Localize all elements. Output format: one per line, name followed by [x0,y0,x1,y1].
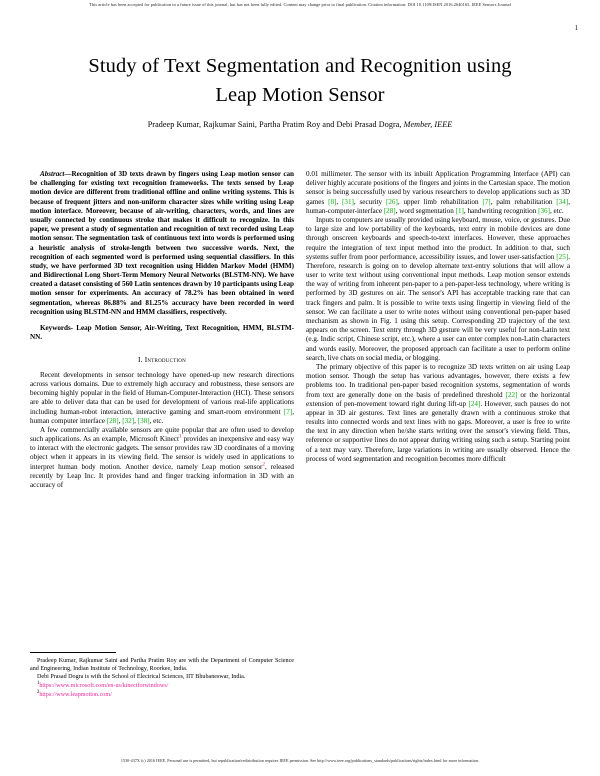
column-left [30,170,294,490]
kinect-url-link[interactable]: https://www.microsoft.com/en-us/kinectforwindows/ [39,682,169,689]
footnote-url-1-line [30,680,294,691]
citation-reference[interactable]: [7] [283,407,293,416]
abstract-paragraph [30,170,294,317]
footnote-marker-2: 2 [37,689,40,695]
citation-reference[interactable]: [28] [383,206,396,215]
citation-reference[interactable]: [8] [328,197,337,206]
citation-reference[interactable]: [25] [556,252,569,261]
citation-reference[interactable]: [31] [342,197,354,206]
intro-p2: A few commercially available sensors are quite popular that are often used to develop such applications. As an example, Microsoft Kinect$^1$ provides an inexpensive and easy way to interact with the electronic gadgets. The sensor provides raw 3D coordinates of a moving object when it appears in its viewing field. The sensor is widely used in applications to interpret human body motion. Another device, namely Leap motion sensor$^2$, released recently by Leap Inc. It provides hand and finger tracking information in 3D with an accuracy of [30,425,294,489]
paper-title-line-2: Leap Motion Sensor [215,84,385,107]
right-column-body [306,170,570,464]
abstract-body: Recognition of 3D texts drawn by fingers using Leap motion sensor can be challenging for existing text recognition frameworks. The texts sensed by Leap motion device are different from traditional offline and online writing systems. This is because of frequent jitters and non-uniform character sizes while writing using Leap motion interface. Moreover, because of air-writing, characters, words, and lines are usually connected by continuous stroke that makes it difficult to recognize. In this paper, we present a study of segmentation and recognition of text recorded using Leap motion sensor. The segmentation task of continuous text into words is performed using a heuristic analysis of stroke-length between two successive words. Next, the recognition of each segmented word is performed using sequential classifiers. In this study, we have performed 3D text recognition using Hidden Markov Model (HMM) and Bidirectional Long Short-Term Memory Neural Networks (BLSTM-NN). We have created a dataset consisting of 560 Latin sentences drawn by 10 participants using Leap motion sensor for experiments. An accuracy of 78.2% has been obtained in word segmentation, whereas 86.88% and 81.25% accuracy have been recorded in word recognition using BLSTM-NN and HMM classifiers, respectively. [30,170,294,316]
footnote-block [30,652,294,700]
section-heading-introduction [30,355,294,364]
abstract-label: Abstract [40,170,65,178]
keywords-label: Keywords- [40,324,74,332]
column-right [306,170,570,464]
author-line [46,120,554,129]
paper-title-line-1: Study of Text Segmentation and Recognition using [88,55,512,77]
right-p1: 0.01 millimeter. The sensor with its inbuilt Application Programming Interface (API) can deliver highly accurate positions of the fingers and joints in the Cartesian space. The motion sensor is being successfully used by various researchers to develop applications such as 3D games [8], [31], security [26], upper limb rehabilitation [7], palm rehabilitation [34], human-computer-interface [28], word segmentation [1], handwriting recognition [36], etc. [306,170,570,215]
keywords-paragraph [30,324,294,342]
citation-reference[interactable]: [32] [122,416,135,425]
section-title: Introduction [144,355,186,365]
page-number: 1 [574,24,578,32]
right-p3: The primary objective of this paper is to recognize 3D texts written on air using Leap motion sensor. Though the setup has various advantages, however, there exists a few problems too. In traditional pen-paper based recognition systems, segmentation of words from text are generally done on the basis of predefined threshold [22] or the horizontal extension of pen-movement toward right during lift-up [24]. However, such pauses do not appear in 3D air gestures. Text lines are generally drawn with a continuous stroke that results into connected words and text lines with no gaps. Moreover, a user is free to write the text in any direction when he/she starts writing over the sensor's viewing field. Thus, reference or supportive lines do not appear during writing using such a setup. Starting point of a text may vary. Therefore, large variations in writing are usually observed. Hence the process of word segmentation and recognition becomes more difficult [306,362,570,463]
citation-reference[interactable]: [26] [385,197,398,206]
footnote-affiliation-2: Debi Prasad Dogra is with the School of Electrical Sciences, IIT Bhubaneswar, India. [37,673,246,680]
paper-title [46,52,554,110]
citation-reference[interactable]: [1] [455,206,464,215]
footnote-url-2-line [30,689,294,700]
footnote-separator-rule [30,652,116,653]
author-names: Pradeep Kumar, Rajkumar Saini, Partha Pratim Roy and Debi Prasad Dogra, [147,120,402,129]
citation-reference[interactable]: [34] [556,197,569,206]
leapmotion-url-link[interactable]: https://www.leapmotion.com/ [39,691,112,698]
author-membership: Member, IEEE [403,120,453,129]
footnote-reference-marker[interactable]: 1 [178,433,182,440]
footnote-reference-marker[interactable]: 2 [262,461,265,468]
citation-reference[interactable]: [38] [137,416,150,425]
citation-reference[interactable]: [24] [468,399,481,408]
copyright-footer: 1530-437X (c) 2016 IEEE. Personal use is permitted, but republication/redistribution requires IEEE permission. See http://www.ieee.org/publications_standards/publications/rights/index.html for more information. [120,758,480,763]
intro-p1: Recent developments in sensor technology have opened-up new research directions across various domains. Due to extremely high accuracy and robustness, these sensors are becoming highly popular in the field of Human-Computer-Interaction (HCI). These sensors are able to deliver data that can be used for development of various real-life applications including human-robot interaction, interactive gaming and smart-room environment [7], human computer interface [28], [32], [38], etc. [30,370,294,425]
citation-reference[interactable]: [28] [106,416,119,425]
citation-reference[interactable]: [22] [505,390,518,399]
footnote-affiliation-1: Pradeep Kumar, Rajkumar Saini and Partha Pratim Roy are with the Department of Computer Science and Engineering, Indian Institute of Technology, Roorkee, India. [30,658,294,672]
section-number: I. [138,355,143,365]
right-p2: Inputs to computers are usually provided using keyboard, mouse, voice, or gestures. Due to large size and low portability of the keyboards, text entry in mobile devices are done through onscreen keyboards and speech-to-text interfaces. However, these approaches require the integration of text input method into the product. In addition to that, such systems suffer from poor performance, accessibility issues, and lower user-satisfaction [25]. Therefore, research is going on to develop alternate text-entry solutions that will allow a user to write text without using conventional input methods. Leap motion sensor extends the way of writing from inherent pen-paper to a pen-paper-less technology, where writing is performed by 3D gestures on air. The sensor's API has acceptable tracking rate that can track fingers and palm. It is possible to write texts using fingertip in viewing field of the sensor. We can facilitate a user to write notes without using conventional pen-paper based mechanism as shown in Fig. 1 using this setup. Corresponding 2D trajectory of the text appears on the screen. Text entry through 3D gesture will be very useful for non-Latin text (e.g. Indic script, Chinese script, etc.), where a user can enter complex non-Latin characters and words easily. Moreover, the proposed approach can facilitate a user to perform online search, live chats on social media, or blogging. [306,215,570,362]
ieee-acceptance-banner: This article has been accepted for publication in a future issue of this journal, but has not been fully edited. Content may change prior to final publication. Citation information: DOI 10.1109/JSEN.2016.2640165, IEEE Sensors Journal [89,2,511,7]
citation-reference[interactable]: [36] [538,206,550,215]
abstract-dash: — [64,170,72,178]
left-column-body [30,371,294,490]
footnote-marker-1: 1 [37,680,40,686]
keywords-body: Leap Motion Sensor, Air-Writing, Text Recognition, HMM, BLSTM-NN. [30,324,294,342]
citation-reference[interactable]: [7] [482,197,491,206]
